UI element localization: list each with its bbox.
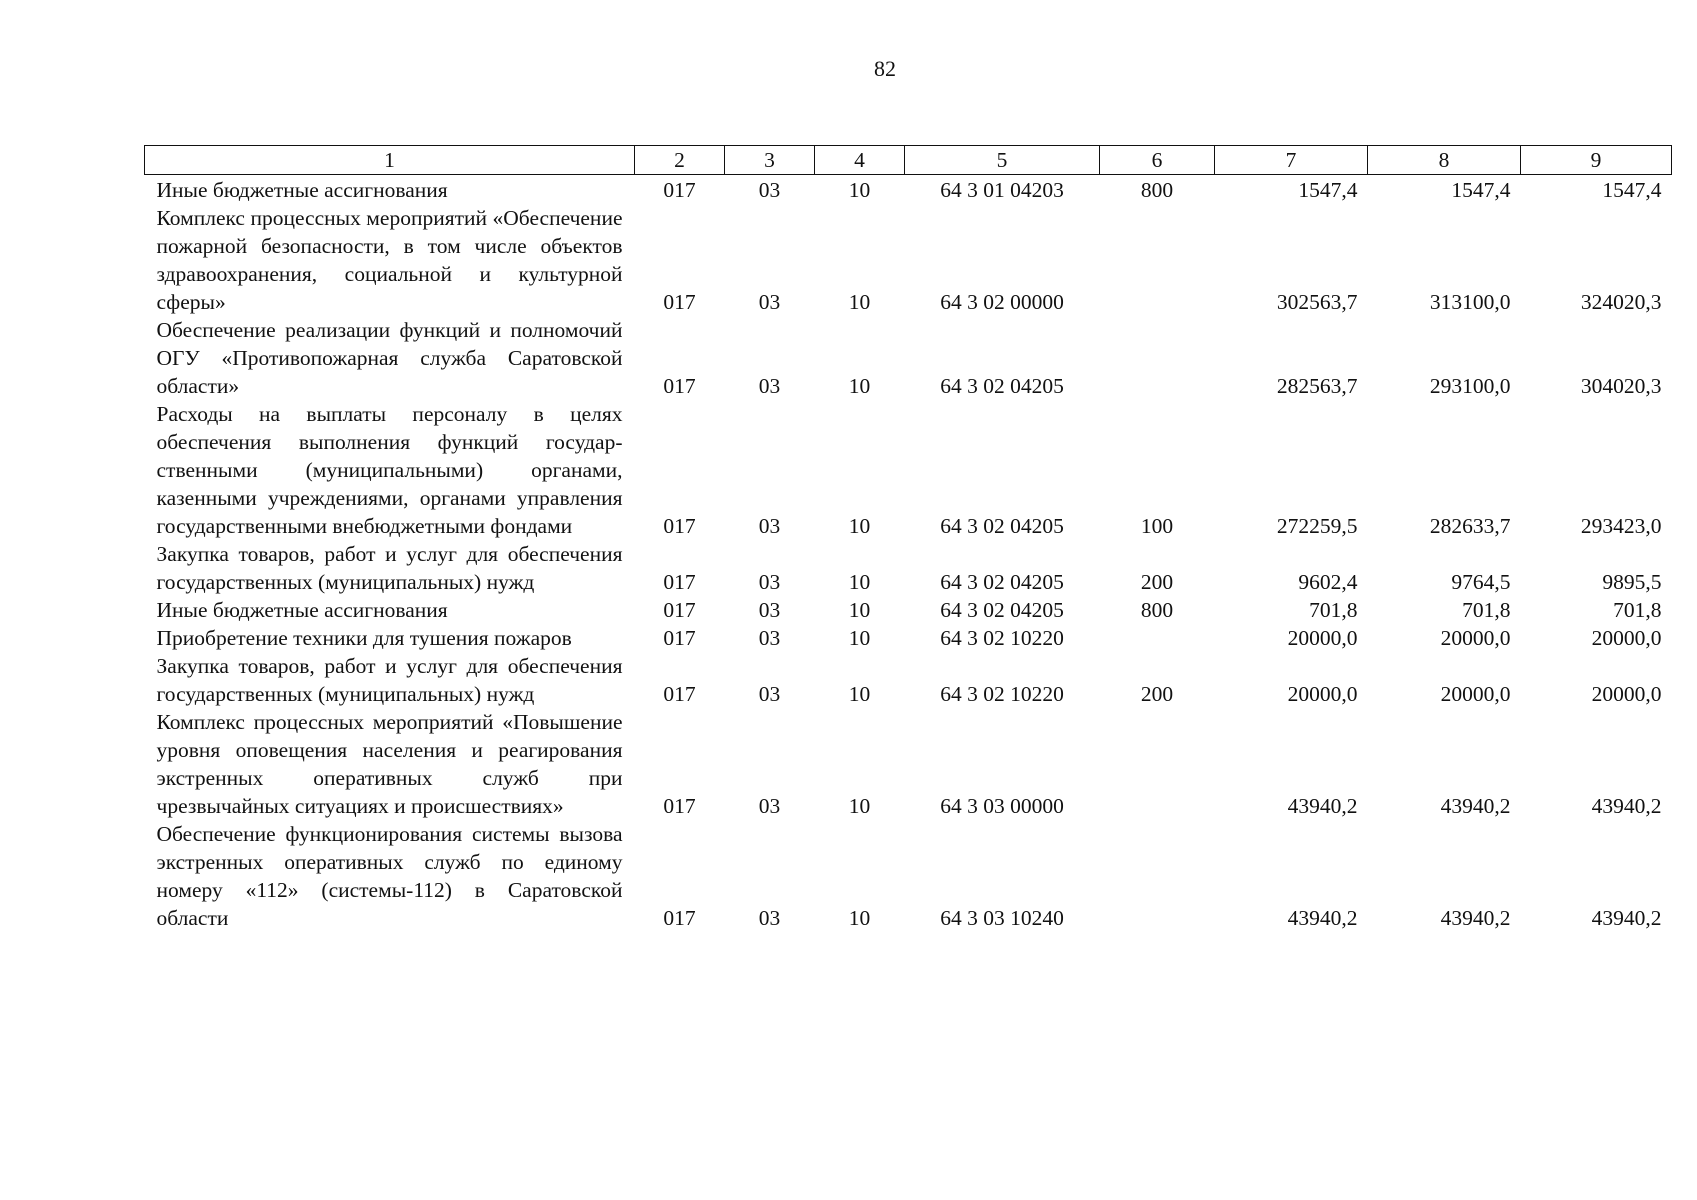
subsection-code: 10: [848, 178, 871, 202]
amount-col8: 9764,5: [1451, 570, 1511, 594]
section-code: 03: [758, 514, 781, 538]
target-article-code: 64 3 02 04205: [940, 570, 1064, 594]
subsection-code: 10: [848, 374, 871, 398]
table-row: [145, 624, 1672, 652]
subsection-code: 10: [848, 570, 871, 594]
target-article-code: 64 3 02 04205: [940, 598, 1064, 622]
column-header: 3: [725, 146, 815, 175]
target-article-code: 64 3 01 04203: [940, 178, 1064, 202]
amount-col7: 282563,7: [1276, 374, 1358, 398]
column-header: 8: [1368, 146, 1521, 175]
expense-name: Иные бюджетные ассигнования: [156, 178, 448, 202]
column-header: 1: [145, 146, 635, 175]
table-header: [145, 146, 1672, 175]
amount-col8: 20000,0: [1440, 626, 1511, 650]
expense-name: Иные бюджетные ассигнования: [156, 598, 448, 622]
page-number: 82: [874, 56, 896, 81]
amount-col8: 20000,0: [1440, 682, 1511, 706]
table-row: [145, 820, 1672, 932]
table-row: [145, 652, 1672, 708]
subsection-code: 10: [848, 598, 871, 622]
table-row: [145, 540, 1672, 596]
ministry-code: 017: [663, 374, 696, 398]
header-row: [145, 146, 1672, 175]
column-header: 2: [635, 146, 725, 175]
table-row: [145, 400, 1672, 540]
expense-name: Расходы на выплаты персоналу в целях обеспечения выполнения функций государственными (муниципальными) органами, казенными учреждениями, органами управления государственными внебюджетными фондами: [156, 402, 623, 538]
section-code: 03: [758, 374, 781, 398]
expense-type-code: 800: [1140, 178, 1174, 202]
amount-col8: 1547,4: [1451, 178, 1511, 202]
expense-name: Обеспечение реализации функций и полномочий ОГУ «Противопожарная служба Саратовской области»: [156, 318, 623, 398]
amount-col7: 302563,7: [1276, 290, 1358, 314]
ministry-code: 017: [663, 598, 696, 622]
target-article-code: 64 3 02 00000: [940, 290, 1064, 314]
amount-col7: 1547,4: [1298, 178, 1358, 202]
expense-type-code: 800: [1140, 598, 1174, 622]
expense-name: Комплекс процессных мероприятий «Повышение уровня оповещения населения и реагирования экстренных оперативных служб при чрезвычайных ситуациях и происшествиях»: [156, 710, 623, 818]
column-header: 4: [815, 146, 905, 175]
expense-type-code: [1100, 316, 1215, 400]
target-article-code: 64 3 02 04205: [940, 374, 1064, 398]
amount-col8: 293100,0: [1429, 374, 1511, 398]
table-row: [145, 596, 1672, 624]
expense-type-code: [1100, 204, 1215, 316]
amount-col7: 20000,0: [1287, 682, 1358, 706]
column-header: 5: [905, 146, 1100, 175]
ministry-code: 017: [663, 626, 696, 650]
expense-name: Комплекс процессных мероприятий «Обеспечение пожарной безопасности, в том числе объектов здравоохранения, социальной и культурной сферы»: [156, 206, 623, 314]
section-code: 03: [758, 626, 781, 650]
subsection-code: 10: [848, 514, 871, 538]
target-article-code: 64 3 03 10240: [940, 906, 1064, 930]
expense-type-code: 200: [1140, 682, 1174, 706]
amount-col7: 272259,5: [1276, 514, 1358, 538]
section-code: 03: [758, 570, 781, 594]
expense-type-code: [1100, 820, 1215, 932]
amount-col9: 701,8: [1613, 598, 1662, 622]
table-row: [145, 204, 1672, 316]
column-header: 6: [1100, 146, 1215, 175]
expense-type-code: 200: [1140, 570, 1174, 594]
ministry-code: 017: [663, 682, 696, 706]
amount-col8: 313100,0: [1429, 290, 1511, 314]
section-code: 03: [758, 290, 781, 314]
ministry-code: 017: [663, 178, 696, 202]
amount-col9: 324020,3: [1580, 290, 1662, 314]
amount-col7: 20000,0: [1287, 626, 1358, 650]
ministry-code: 017: [663, 570, 696, 594]
ministry-code: 017: [663, 794, 696, 818]
target-article-code: 64 3 02 04205: [940, 514, 1064, 538]
expense-type-code: [1100, 708, 1215, 820]
section-code: 03: [758, 682, 781, 706]
expense-type-code: 100: [1140, 514, 1174, 538]
subsection-code: 10: [848, 794, 871, 818]
target-article-code: 64 3 02 10220: [940, 682, 1064, 706]
table-row: [145, 708, 1672, 820]
amount-col9: 304020,3: [1580, 374, 1662, 398]
amount-col7: 43940,2: [1287, 906, 1358, 930]
amount-col9: 9895,5: [1602, 570, 1662, 594]
amount-col9: 43940,2: [1591, 794, 1662, 818]
section-code: 03: [758, 794, 781, 818]
expense-name: Приобретение техники для тушения пожаров: [156, 626, 572, 650]
section-code: 03: [758, 906, 781, 930]
subsection-code: 10: [848, 290, 871, 314]
section-code: 03: [758, 178, 781, 202]
amount-col8: 43940,2: [1440, 906, 1511, 930]
table-row: [145, 316, 1672, 400]
ministry-code: 017: [663, 290, 696, 314]
amount-col7: 701,8: [1309, 598, 1358, 622]
expense-name: Обеспечение функционирования системы вызова экстренных оперативных служб по единому номеру «112» (системы-112) в Саратовской области: [156, 822, 623, 930]
column-header: 9: [1521, 146, 1672, 175]
expense-type-code: [1100, 624, 1215, 652]
column-header: 7: [1215, 146, 1368, 175]
ministry-code: 017: [663, 906, 696, 930]
table-body: [145, 175, 1672, 933]
subsection-code: 10: [848, 682, 871, 706]
expense-name: Закупка товаров, работ и услуг для обеспечения государственных (муниципальных) нужд: [156, 654, 623, 706]
amount-col9: 20000,0: [1591, 682, 1662, 706]
amount-col8: 701,8: [1462, 598, 1511, 622]
target-article-code: 64 3 03 00000: [940, 794, 1064, 818]
ministry-code: 017: [663, 514, 696, 538]
amount-col9: 293423,0: [1580, 514, 1662, 538]
amount-col9: 43940,2: [1591, 906, 1662, 930]
expense-name: Закупка товаров, работ и услуг для обеспечения государственных (муниципальных) нужд: [156, 542, 623, 594]
amount-col7: 43940,2: [1287, 794, 1358, 818]
amount-col9: 20000,0: [1591, 626, 1662, 650]
table-row: [145, 175, 1672, 205]
amount-col9: 1547,4: [1602, 178, 1662, 202]
subsection-code: 10: [848, 906, 871, 930]
amount-col8: 43940,2: [1440, 794, 1511, 818]
amount-col8: 282633,7: [1429, 514, 1511, 538]
amount-col7: 9602,4: [1298, 570, 1358, 594]
subsection-code: 10: [848, 626, 871, 650]
section-code: 03: [758, 598, 781, 622]
target-article-code: 64 3 02 10220: [940, 626, 1064, 650]
budget-table: [144, 145, 1672, 932]
